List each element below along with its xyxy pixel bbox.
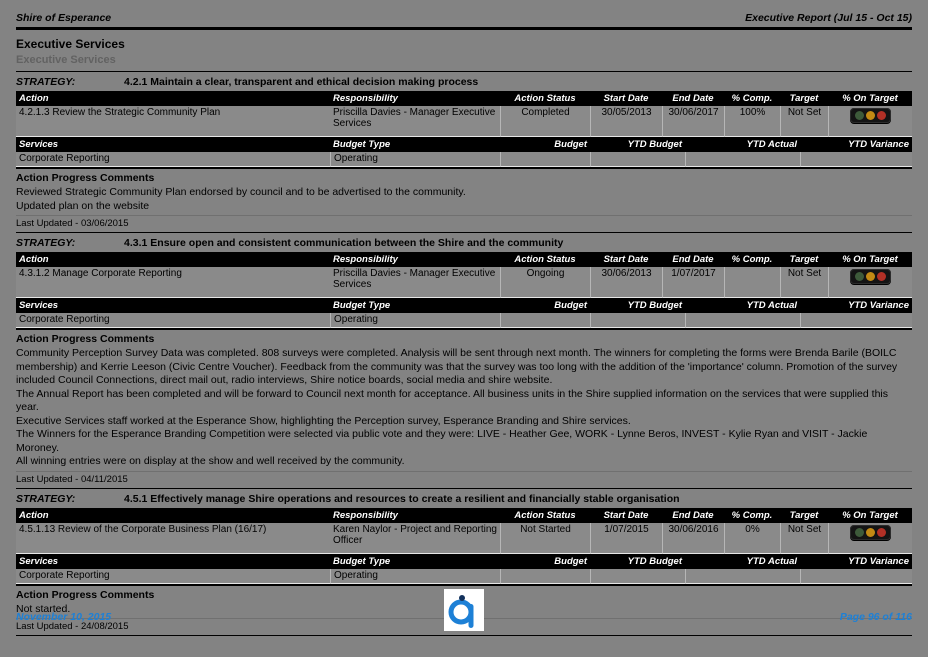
service-name: Corporate Reporting (16, 569, 330, 584)
service-ytd-variance (800, 152, 912, 167)
header-services: Services (19, 555, 59, 567)
services-row (16, 313, 912, 328)
action-percent-complete: 100% (724, 106, 780, 137)
action-table-header (16, 252, 912, 267)
header-action-status: Action Status (514, 509, 576, 521)
strategy-label: STRATEGY: (16, 237, 76, 249)
action-row (16, 523, 912, 554)
header-action-status: Action Status (514, 93, 576, 104)
service-budget (500, 313, 590, 328)
comments-title: Action Progress Comments (16, 333, 155, 345)
header-ytd-variance: YTD Variance (848, 139, 909, 150)
action-responsibility: Priscilla Davies - Manager Executive Services (330, 267, 500, 298)
action-status: Completed (500, 106, 590, 137)
comment-paragraph: Reviewed Strategic Community Plan endorsed by council and to be advertised to the community. (16, 186, 466, 198)
service-ytd-budget (590, 152, 685, 167)
header-ytd-budget: YTD Budget (627, 139, 682, 150)
comment-lines (16, 347, 912, 472)
action-responsibility: Priscilla Davies - Manager Executive Services (330, 106, 500, 137)
service-budget-type: Operating (330, 152, 500, 167)
report-title-range: Executive Report (Jul 15 - Oct 15) (745, 12, 912, 24)
header-budget: Budget (554, 139, 587, 150)
header-percent-comp: % Comp. (731, 509, 773, 521)
action-on-target-cell (828, 523, 912, 554)
header-percent-comp: % Comp. (731, 254, 773, 265)
comment-paragraph: The Winners for the Esperance Branding Competition were selected via public vote and they were: LIVE - Heather Gee, WORK - Lynne Beros, INVEST - Kylie Ryan and VISIT - Jackie Moroney. (16, 428, 868, 454)
strategy-label: STRATEGY: (16, 492, 76, 505)
header-action: Action (19, 254, 49, 265)
header-action-status: Action Status (514, 254, 576, 265)
action-table-header (16, 91, 912, 106)
action-start-date: 1/07/2015 (590, 523, 662, 554)
action-percent-complete: 0% (724, 523, 780, 554)
strategy-text: 4.3.1 Ensure open and consistent communication between the Shire and the community (124, 237, 564, 249)
strategy-text: 4.2.1 Maintain a clear, transparent and ethical decision making process (124, 76, 479, 88)
page-subtitle: Executive Services (16, 54, 912, 72)
action-progress-comments (16, 328, 912, 488)
header-ytd-budget: YTD Budget (627, 555, 682, 567)
last-updated: Last Updated - 03/06/2015 (16, 218, 129, 229)
action-on-target-cell (828, 106, 912, 137)
service-budget (500, 569, 590, 584)
services-table-header (16, 298, 912, 313)
header-end-date: End Date (672, 254, 714, 265)
service-name: Corporate Reporting (16, 313, 330, 328)
action-target: Not Set (780, 267, 828, 298)
action-title: 4.2.1.3 Review the Strategic Community Plan (16, 106, 330, 137)
action-title: 4.3.1.2 Manage Corporate Reporting (16, 267, 330, 298)
report-org-name: Shire of Esperance (16, 12, 112, 24)
header-ytd-variance: YTD Variance (848, 555, 909, 567)
action-row (16, 106, 912, 137)
action-table-header (16, 508, 912, 523)
action-percent-complete (724, 267, 780, 298)
header-ytd-actual: YTD Actual (746, 139, 797, 150)
header-budget-type: Budget Type (333, 139, 391, 150)
header-ytd-actual: YTD Actual (746, 555, 797, 567)
comment-paragraph: Not started. (16, 602, 71, 615)
header-end-date: End Date (672, 509, 714, 521)
action-end-date: 30/06/2017 (662, 106, 724, 137)
header-target: Target (789, 254, 819, 265)
service-budget-type: Operating (330, 313, 500, 328)
action-end-date: 30/06/2016 (662, 523, 724, 554)
footer-page-number: Page 96 of 116 (839, 611, 912, 623)
service-name: Corporate Reporting (16, 152, 330, 167)
service-ytd-actual (685, 313, 800, 328)
footer-date: November 10, 2015 (16, 611, 112, 623)
header-responsibility: Responsibility (333, 509, 398, 521)
action-start-date: 30/06/2013 (590, 267, 662, 298)
traffic-light-icon (850, 269, 891, 284)
strategy-section-2 (16, 237, 912, 489)
action-start-date: 30/05/2013 (590, 106, 662, 137)
strategy-row (16, 237, 912, 249)
strategy-section-1 (16, 76, 912, 233)
header-percent-on-target: % On Target (842, 254, 898, 265)
header-start-date: Start Date (603, 509, 649, 521)
header-responsibility: Responsibility (333, 254, 398, 265)
header-responsibility: Responsibility (333, 93, 398, 104)
report-header (16, 12, 912, 30)
page-footer (16, 587, 912, 631)
action-target: Not Set (780, 523, 828, 554)
header-end-date: End Date (672, 93, 714, 104)
service-ytd-budget (590, 569, 685, 584)
action-responsibility: Karen Naylor - Project and Reporting Officer (330, 523, 500, 554)
service-ytd-budget (590, 313, 685, 328)
header-start-date: Start Date (603, 93, 649, 104)
comment-paragraph: All winning entries were on display at the show and well received by the community. (16, 455, 405, 467)
header-services: Services (19, 139, 59, 150)
action-target: Not Set (780, 106, 828, 137)
page-title: Executive Services (16, 37, 125, 51)
header-action: Action (19, 509, 49, 521)
header-budget-type: Budget Type (333, 300, 391, 311)
header-percent-on-target: % On Target (842, 93, 898, 104)
header-action: Action (19, 93, 49, 104)
header-target: Target (789, 509, 819, 521)
action-end-date: 1/07/2017 (662, 267, 724, 298)
comment-paragraph: Executive Services staff worked at the Esperance Show, highlighting the Perception survey, Esperance Branding and Shire services. (16, 414, 631, 427)
action-row (16, 267, 912, 298)
header-ytd-actual: YTD Actual (746, 300, 797, 311)
comments-title: Action Progress Comments (16, 588, 155, 601)
strategy-row (16, 76, 912, 88)
strategy-label: STRATEGY: (16, 76, 76, 88)
service-budget-type: Operating (330, 569, 500, 584)
action-status: Ongoing (500, 267, 590, 298)
header-percent-on-target: % On Target (842, 509, 898, 521)
header-budget: Budget (554, 300, 587, 311)
header-budget: Budget (554, 555, 587, 567)
comment-paragraph: Updated plan on the website (16, 199, 150, 212)
comments-title: Action Progress Comments (16, 172, 155, 184)
header-services: Services (19, 300, 59, 311)
comment-lines (16, 186, 912, 216)
action-title: 4.5.1.13 Review of the Corporate Business Plan (16/17) (16, 523, 330, 554)
action-progress-comments (16, 167, 912, 232)
header-target: Target (789, 93, 819, 104)
comment-paragraph: The Annual Report has been completed and will be forward to Council next month for acceptance. All business units in the Shire supplied information on the services that were supplied this year. (16, 387, 888, 413)
services-table-header (16, 554, 912, 569)
service-budget (500, 152, 590, 167)
comment-paragraph: Community Perception Survey Data was completed. 808 surveys were completed. Analysis will be sent through next month. The winners for completing the forms were Brenda Barile (BOILC membership) and Kerrie Leeson (Civic Centre Voucher). Feedback from the community was that the survey was too long with the addition of the 'importance' column. Promotion of the survey included Council Connections, direct mail out, radio interviews, Shire notice boards, social media and shire website. (16, 347, 898, 386)
services-table-header (16, 137, 912, 152)
strategy-text: 4.5.1 Effectively manage Shire operations and resources to create a resilient and financially stable organisation (124, 492, 680, 505)
traffic-light-icon (850, 108, 891, 123)
services-row (16, 152, 912, 167)
header-ytd-variance: YTD Variance (848, 300, 909, 311)
services-row (16, 569, 912, 584)
service-ytd-actual (685, 569, 800, 584)
action-status: Not Started (500, 523, 590, 554)
service-ytd-actual (685, 152, 800, 167)
interplan-logo-icon (444, 589, 484, 631)
header-start-date: Start Date (603, 254, 649, 265)
header-ytd-budget: YTD Budget (627, 300, 682, 311)
strategy-row (16, 493, 912, 505)
service-ytd-variance (800, 313, 912, 328)
traffic-light-icon (850, 525, 891, 540)
action-on-target-cell (828, 267, 912, 298)
header-percent-comp: % Comp. (731, 93, 773, 104)
header-budget-type: Budget Type (333, 555, 391, 567)
last-updated: Last Updated - 04/11/2015 (16, 473, 128, 485)
service-ytd-variance (800, 569, 912, 584)
last-updated: Last Updated - 24/08/2015 (16, 621, 129, 632)
